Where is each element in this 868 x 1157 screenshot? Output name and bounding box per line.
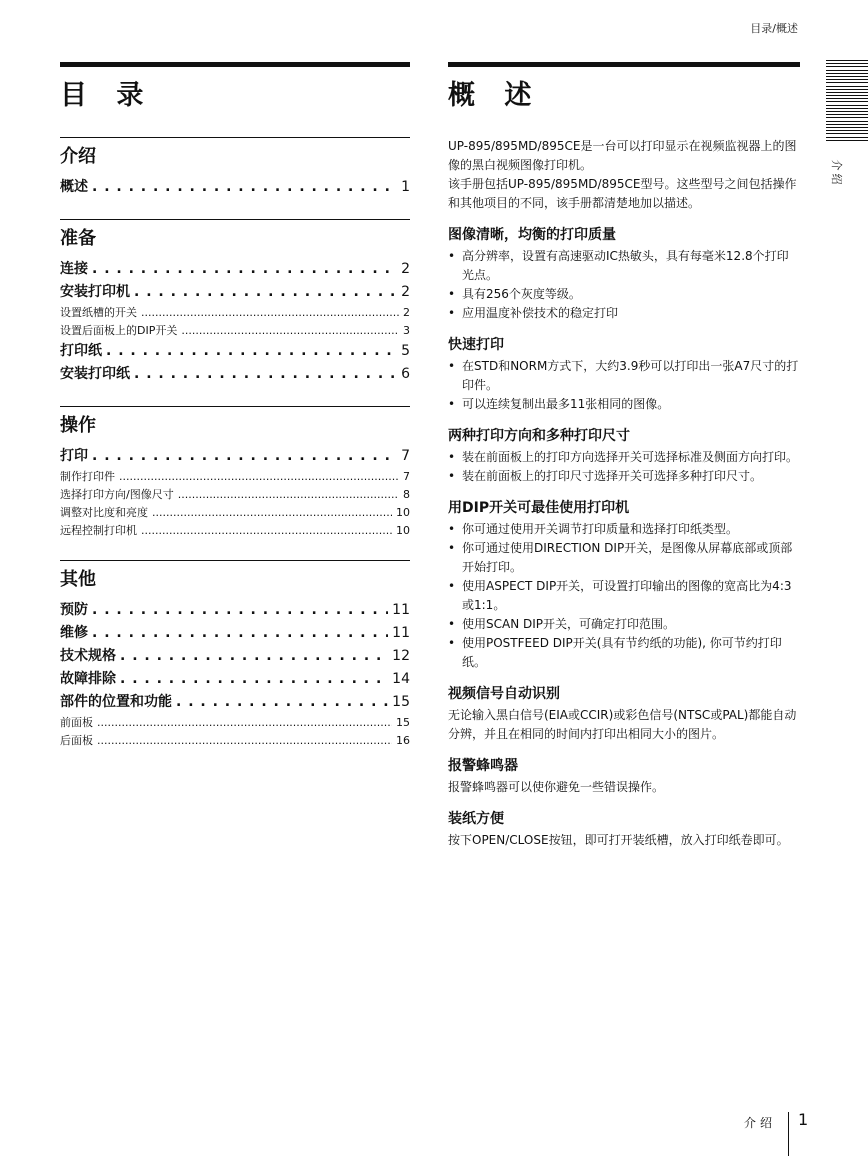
feature-block xyxy=(448,225,800,323)
toc-entry-page: 11 xyxy=(392,625,410,641)
toc-leader-dots xyxy=(176,694,388,710)
heading-rule xyxy=(60,62,410,67)
toc-entry[interactable] xyxy=(60,732,410,750)
toc-entry-label: 调整对比度和亮度 xyxy=(60,506,148,519)
toc-leader-dots xyxy=(92,448,397,464)
toc-entry-label: 前面板 xyxy=(60,716,93,729)
bullet-dot-icon: • xyxy=(448,287,456,301)
feature-bullets xyxy=(448,520,800,672)
feature-title: 装纸方便 xyxy=(448,811,504,827)
feature-title: 图像清晰，均衡的打印质量 xyxy=(448,227,616,243)
toc-entry-page: 11 xyxy=(392,602,410,618)
bullet-dot-icon: • xyxy=(448,579,456,593)
toc-entry[interactable] xyxy=(60,340,410,363)
toc-entry-page: 10 xyxy=(396,506,410,519)
bullet-dot-icon: • xyxy=(448,249,456,263)
feature-title: 视频信号自动识别 xyxy=(448,686,560,702)
toc-leader-dots xyxy=(92,602,388,618)
feature-bullet xyxy=(448,304,800,323)
toc-leader-dots xyxy=(92,179,397,195)
feature-bullet xyxy=(448,357,800,395)
feature-bullet xyxy=(448,577,800,615)
toc-entry-page: 15 xyxy=(396,716,410,729)
toc-leader-dots xyxy=(92,261,397,277)
toc-entry-label: 安装打印纸 xyxy=(60,366,130,382)
toc-leader-dots xyxy=(141,306,399,319)
toc-entry[interactable] xyxy=(60,304,410,322)
feature-bullets xyxy=(448,357,800,414)
feature-bullet xyxy=(448,539,800,577)
feature-bullet-text: 具有256个灰度等级。 xyxy=(462,287,581,301)
toc-entry-label: 设置纸槽的开关 xyxy=(60,306,137,319)
feature-bullet-text: 使用ASPECT DIP开关，可设置打印输出的图像的宽高比为4:3或1:1。 xyxy=(462,579,792,612)
feature-bullet xyxy=(448,615,800,634)
toc-leader-dots xyxy=(178,488,399,501)
feature-bullet xyxy=(448,285,800,304)
toc-entry-page: 2 xyxy=(401,261,410,277)
heading-rule xyxy=(448,62,800,67)
toc-entry-page: 7 xyxy=(401,448,410,464)
bullet-dot-icon: • xyxy=(448,359,456,373)
footer-divider xyxy=(788,1112,789,1156)
feature-list xyxy=(448,225,800,850)
toc-entry[interactable] xyxy=(60,486,410,504)
toc-entry[interactable] xyxy=(60,322,410,340)
feature-block xyxy=(448,426,800,486)
toc-entry[interactable] xyxy=(60,176,410,199)
side-tab-stripes xyxy=(826,60,868,144)
feature-bullet xyxy=(448,520,800,539)
feature-bullet-text: 使用POSTFEED DIP开关(具有节约纸的功能), 你可节约打印纸。 xyxy=(462,636,782,669)
toc-entry-page: 8 xyxy=(403,488,410,501)
toc-entry-label: 连接 xyxy=(60,261,88,277)
bullet-dot-icon: • xyxy=(448,636,456,650)
toc-entry[interactable] xyxy=(60,445,410,468)
toc-entry[interactable] xyxy=(60,522,410,540)
toc-entry-page: 3 xyxy=(403,324,410,337)
toc-entry-page: 6 xyxy=(401,366,410,382)
toc-leader-dots xyxy=(141,524,392,537)
feature-bullet-text: 应用温度补偿技术的稳定打印 xyxy=(462,306,619,320)
toc-entry-page: 10 xyxy=(396,524,410,537)
feature-bullets xyxy=(448,247,800,323)
toc-leader-dots xyxy=(97,734,392,747)
toc-section-title: 其他 xyxy=(60,569,96,590)
side-tab-char: 绍 xyxy=(830,173,843,185)
feature-text: 无论输入黑白信号(EIA或CCIR)或彩色信号(NTSC或PAL)都能自动分辨，并且在相同的时间内打印出相同大小的图片。 xyxy=(448,708,797,741)
toc-leader-dots xyxy=(119,470,399,483)
feature-title: 用DIP开关可最佳使用打印机 xyxy=(448,500,630,516)
toc-entry-label: 维修 xyxy=(60,625,88,641)
toc-leader-dots xyxy=(97,716,392,729)
toc-entry-page: 5 xyxy=(401,343,410,359)
toc-leader-dots xyxy=(106,343,397,359)
toc-section xyxy=(60,406,410,540)
toc-entry-page: 15 xyxy=(392,694,410,710)
toc-entry-label: 打印 xyxy=(60,448,88,464)
feature-block xyxy=(448,498,800,672)
bullet-dot-icon: • xyxy=(448,617,456,631)
toc-entry-label: 选择打印方向/图像尺寸 xyxy=(60,488,174,501)
feature-bullet-text: 可以连续复制出最多11张相同的图像。 xyxy=(462,397,670,411)
feature-bullet xyxy=(448,448,800,467)
feature-text: 按下OPEN/CLOSE按钮，即可打开装纸槽，放入打印纸卷即可。 xyxy=(448,833,789,847)
toc-entry-page: 2 xyxy=(403,306,410,319)
toc-entry-label: 打印纸 xyxy=(60,343,102,359)
feature-bullet xyxy=(448,395,800,414)
footer-section-label: 介绍 xyxy=(744,1116,777,1130)
toc-entry-label: 制作打印件 xyxy=(60,470,115,483)
toc-section-title: 准备 xyxy=(60,228,96,249)
toc-entry[interactable] xyxy=(60,645,410,668)
feature-bullet-text: 高分辨率，设置有高速驱动IC热敏头，具有每毫米12.8个打印光点。 xyxy=(462,249,789,282)
overview-intro xyxy=(448,137,800,213)
running-head: 目录/概述 xyxy=(750,22,798,35)
bullet-dot-icon: • xyxy=(448,541,456,555)
toc-entry-page: 12 xyxy=(392,648,410,664)
toc-entry-label: 部件的位置和功能 xyxy=(60,694,172,710)
toc-section-title: 操作 xyxy=(60,415,96,436)
toc-section xyxy=(60,137,410,199)
bullet-dot-icon: • xyxy=(448,450,456,464)
toc-section-title: 介绍 xyxy=(60,146,96,167)
toc-entry-page: 1 xyxy=(401,179,410,195)
feature-title: 报警蜂鸣器 xyxy=(448,758,518,774)
toc-entry-label: 安装打印机 xyxy=(60,284,130,300)
toc-entry-label: 概述 xyxy=(60,179,88,195)
feature-title: 快速打印 xyxy=(448,337,504,353)
feature-bullets xyxy=(448,448,800,486)
toc-entry[interactable] xyxy=(60,281,410,304)
intro-paragraph: UP-895/895MD/895CE是一台可以打印显示在视频监视器上的图像的黑白视频图像打印机。 xyxy=(448,139,797,172)
feature-bullet-text: 使用SCAN DIP开关，可确定打印范围。 xyxy=(462,617,676,631)
toc-entry[interactable] xyxy=(60,622,410,645)
toc-leader-dots xyxy=(134,284,397,300)
toc-entry-page: 14 xyxy=(392,671,410,687)
feature-bullet-text: 你可通过使用开关调节打印质量和选择打印纸类型。 xyxy=(462,522,739,536)
side-tab-char: 介 xyxy=(830,159,843,171)
feature-block xyxy=(448,809,800,850)
table-of-contents xyxy=(60,62,410,750)
bullet-dot-icon: • xyxy=(448,469,456,483)
toc-section xyxy=(60,219,410,386)
toc-leader-dots xyxy=(92,625,388,641)
feature-block xyxy=(448,335,800,414)
toc-leader-dots xyxy=(120,648,388,664)
toc-leader-dots xyxy=(181,324,399,337)
feature-bullet-text: 你可通过使用DIRECTION DIP开关，是图像从屏幕底部或顶部开始打印。 xyxy=(462,541,793,574)
toc-entry-page: 16 xyxy=(396,734,410,747)
overview xyxy=(448,62,800,850)
feature-bullet-text: 装在前面板上的打印方向选择开关可选择标准及侧面方向打印。 xyxy=(462,450,799,464)
feature-bullet xyxy=(448,634,800,672)
toc-entry-label: 后面板 xyxy=(60,734,93,747)
toc-entry[interactable] xyxy=(60,668,410,691)
toc-entry[interactable] xyxy=(60,468,410,486)
toc-entry[interactable] xyxy=(60,504,410,522)
toc-entry-label: 预防 xyxy=(60,602,88,618)
toc-entry-label: 故障排除 xyxy=(60,671,116,687)
toc-entry[interactable] xyxy=(60,258,410,281)
toc-entry-label: 远程控制打印机 xyxy=(60,524,137,537)
feature-text: 报警蜂鸣器可以使你避免一些错误操作。 xyxy=(448,780,665,794)
feature-bullet-text: 在STD和NORM方式下，大约3.9秒可以打印出一张A7尺寸的打印件。 xyxy=(462,359,799,392)
toc-entry[interactable] xyxy=(60,599,410,622)
feature-title: 两种打印方向和多种打印尺寸 xyxy=(448,428,630,444)
toc-leader-dots xyxy=(152,506,392,519)
feature-block xyxy=(448,756,800,797)
feature-bullet-text: 装在前面板上的打印尺寸选择开关可选择多种打印尺寸。 xyxy=(462,469,763,483)
feature-block xyxy=(448,684,800,744)
toc-entry-page: 7 xyxy=(403,470,410,483)
feature-bullet xyxy=(448,247,800,285)
toc-entry[interactable] xyxy=(60,691,410,714)
overview-title: 概 述 xyxy=(448,80,542,111)
toc-leader-dots xyxy=(134,366,397,382)
bullet-dot-icon: • xyxy=(448,522,456,536)
toc-leader-dots xyxy=(120,671,388,687)
bullet-dot-icon: • xyxy=(448,397,456,411)
toc-entry-label: 设置后面板上的DIP开关 xyxy=(60,324,178,337)
bullet-dot-icon: • xyxy=(448,306,456,320)
toc-sections xyxy=(60,137,410,750)
toc-title: 目 录 xyxy=(60,80,154,111)
intro-paragraph: 该手册包括UP-895/895MD/895CE型号。这些型号之间包括操作和其他项目的不同，该手册都清楚地加以描述。 xyxy=(448,177,797,210)
toc-entry-label: 技术规格 xyxy=(60,648,116,664)
page-number: 1 xyxy=(798,1110,809,1129)
toc-entry[interactable] xyxy=(60,363,410,386)
toc-entry-page: 2 xyxy=(401,284,410,300)
side-tab-label xyxy=(828,158,844,186)
toc-section xyxy=(60,560,410,750)
toc-entry[interactable] xyxy=(60,714,410,732)
feature-bullet xyxy=(448,467,800,486)
